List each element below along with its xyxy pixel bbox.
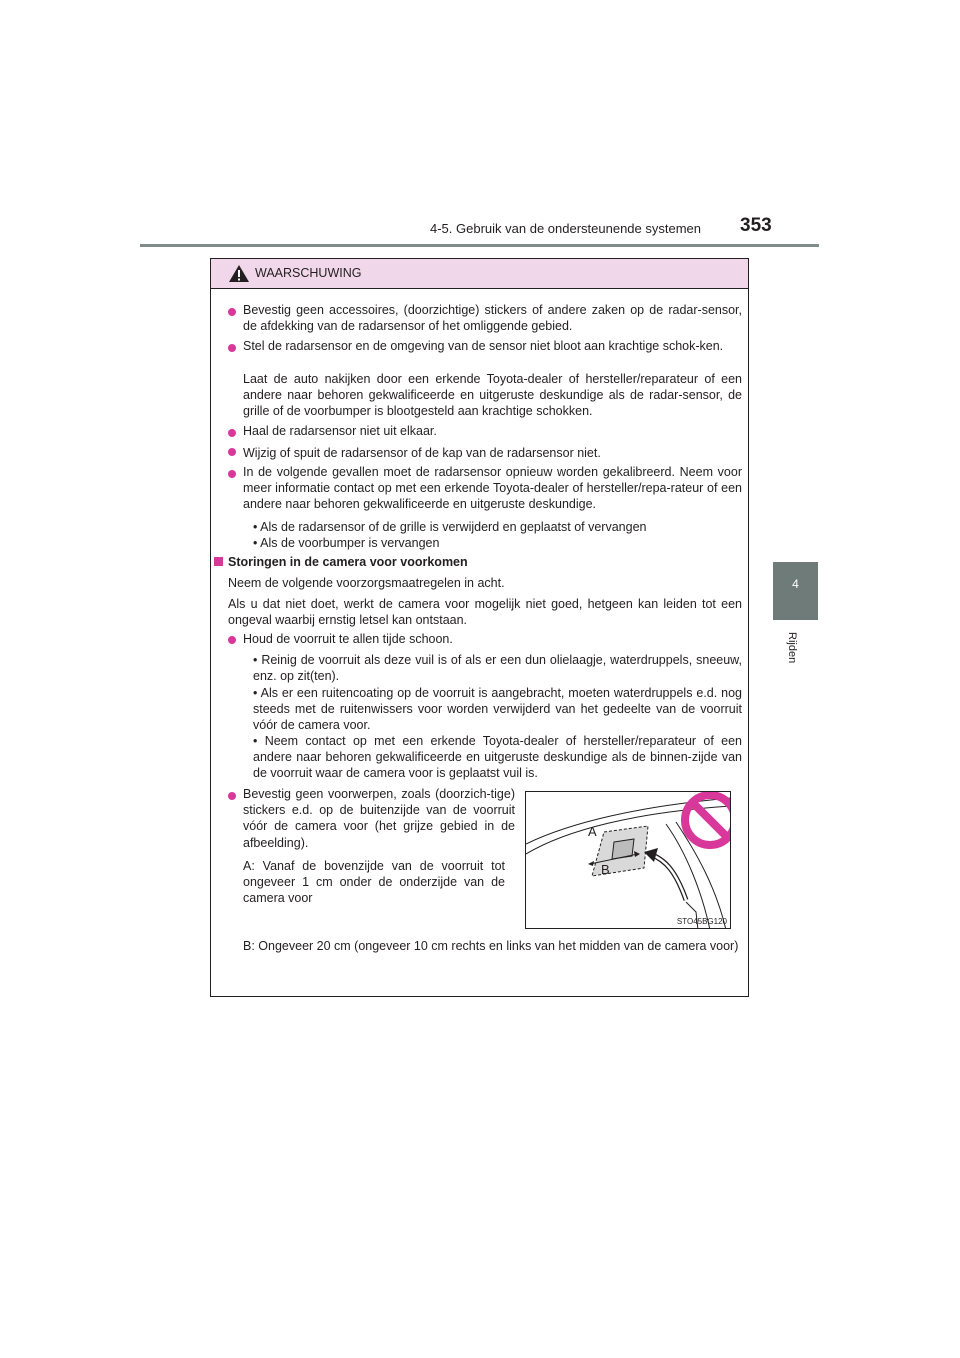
bullet-text: Bevestig geen voorwerpen, zoals (doorzich-tige) stickers e.d. op de buitenzijde van de voorruit vóór de camera voor (het grijze gebied in de afbeelding).: [243, 787, 515, 850]
bullet-text: Haal de radarsensor niet uit elkaar.: [243, 424, 437, 438]
warning-header: [211, 259, 748, 289]
figure-label-b: B: [601, 862, 610, 877]
windshield-figure: [525, 791, 731, 929]
bullet-icon: [228, 636, 236, 644]
header-rule: [140, 244, 819, 247]
windshield-illustration: [526, 792, 731, 929]
camera-intro: Neem de volgende voorzorgsmaatregelen in acht.: [228, 576, 505, 590]
shock-detail: Laat de auto nakijken door een erkende Toyota-dealer of hersteller/reparateur of een andere naar behoren gekwalificeerde en uitgeruste deskundige als de radar-sensor, de grille of de voorbumper is blootgesteld aan krachtige schokken.: [243, 372, 742, 419]
bullet-icon: [228, 448, 236, 456]
camera-heading: Storingen in de camera voor voorkomen: [228, 555, 468, 569]
bullet-icon: [228, 308, 236, 316]
bullet-text: Houd de voorruit te allen tijde schoon.: [243, 632, 453, 646]
bullet-icon: [228, 429, 236, 437]
figure-code: STO45BG120: [676, 917, 727, 926]
list-item: • Als de radarsensor of de grille is verwijderd en geplaatst of vervangen: [253, 520, 647, 534]
section-marker-icon: [214, 557, 223, 566]
label-b: B: Ongeveer 20 cm (ongeveer 10 cm rechts en links van het midden van de camera voor): [243, 939, 739, 953]
bullet-text: Stel de radarsensor en de omgeving van de sensor niet bloot aan krachtige schok-ken.: [243, 339, 724, 353]
camera-intro: Als u dat niet doet, werkt de camera voor mogelijk niet goed, hetgeen kan leiden tot een ongeval waarbij ernstig letsel kan ontstaan.: [228, 597, 742, 628]
warning-title: WAARSCHUWING: [255, 266, 362, 280]
list-item: • Als er een ruitencoating op de voorruit is aangebracht, moeten waterdruppels e.d. nog steeds met de ruitenwissers voor worden verwijderd van het gedeelte van de voorruit vóór de camera voor.: [253, 686, 742, 733]
warning-triangle-icon: [228, 264, 250, 283]
chapter-number: 4: [792, 577, 799, 591]
list-item: • Neem contact op met een erkende Toyota-dealer of hersteller/reparateur of een andere naar behoren gekwalificeerde en uitgeruste deskundige als de binnen-zijde van de voorruit waar de camera voor is geplaatst vuil is.: [253, 734, 742, 781]
bullet-text: In de volgende gevallen moet de radarsensor opnieuw worden gekalibreerd. Neem voor meer informatie contact op met een erkende Toyota-dealer of hersteller/repa-rateur of een andere naar behoren gekwalificeerde en uitgeruste deskundige.: [243, 465, 742, 512]
label-a: A: Vanaf de bovenzijde van de voorruit tot ongeveer 1 cm onder de onderzijde van de camera voor: [243, 859, 505, 906]
list-item: • Als de voorbumper is vervangen: [253, 536, 440, 550]
section-title: 4-5. Gebruik van de ondersteunende systemen: [430, 221, 702, 236]
page-number: 353: [740, 215, 772, 236]
list-item: • Reinig de voorruit als deze vuil is of als er een dun olielaagje, waterdruppels, sneeuw, enz. op zit(ten).: [253, 653, 742, 684]
bullet-icon: [228, 470, 236, 478]
bullet-text: Wijzig of spuit de radarsensor of de kap van de radarsensor niet.: [243, 446, 601, 460]
figure-label-a: A: [588, 824, 597, 839]
chapter-label: Rijden: [786, 632, 798, 664]
bullet-text: Bevestig geen accessoires, (doorzichtige) stickers of andere zaken op de radar-sensor, de afdekking van de radarsensor of het omliggende gebied.: [243, 303, 742, 334]
bullet-icon: [228, 792, 236, 800]
chapter-tab: [773, 562, 818, 620]
bullet-icon: [228, 344, 236, 352]
